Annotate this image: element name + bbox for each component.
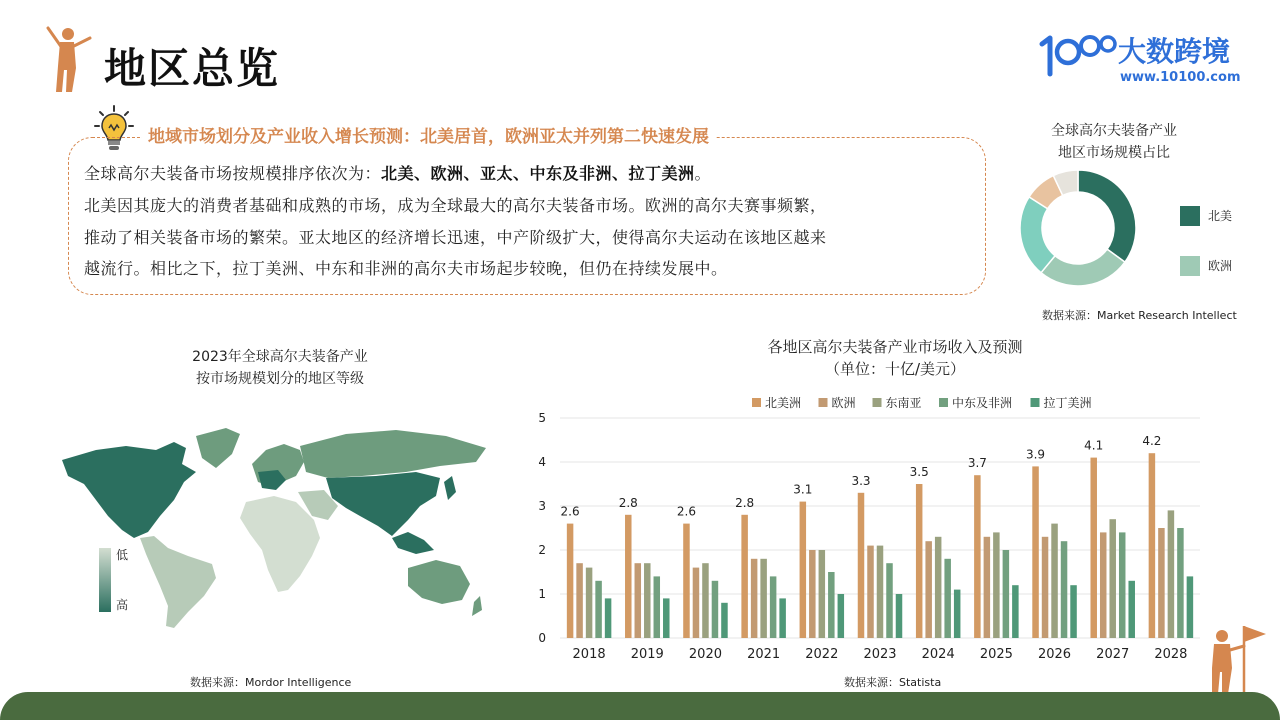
legend-swatch-1 bbox=[819, 398, 828, 407]
map-title: 2023年全球高尔夫装备产业 按市场规模划分的地区等级 bbox=[192, 349, 368, 387]
bar-2026-0 bbox=[1032, 466, 1039, 638]
bar-2024-1 bbox=[925, 541, 932, 638]
data-label: 2.6 bbox=[560, 504, 580, 519]
data-label: 4.1 bbox=[1084, 438, 1104, 453]
y-tick-label: 1 bbox=[538, 587, 546, 601]
y-tick-label: 0 bbox=[538, 631, 546, 645]
region-south-america bbox=[140, 536, 216, 628]
y-tick-label: 3 bbox=[538, 499, 546, 513]
map-source: 数据来源：Mordor Intelligence bbox=[190, 676, 352, 689]
donut-title: 全球高尔夫装备产业 地区市场规模占比 bbox=[1051, 123, 1177, 161]
bar-2021-1 bbox=[751, 559, 758, 638]
logo-url: www.10100.com bbox=[1120, 70, 1241, 85]
golfer-flag-icon bbox=[1200, 622, 1270, 696]
bar-2022-3 bbox=[828, 572, 835, 638]
bar-2023-0 bbox=[858, 493, 865, 638]
region-africa bbox=[240, 496, 320, 592]
bar-2028-1 bbox=[1158, 528, 1165, 638]
legend-label-4: 拉丁美洲 bbox=[1043, 396, 1092, 410]
donut-slice-2 bbox=[1020, 197, 1055, 273]
legend-label-1: 欧洲 bbox=[831, 396, 856, 410]
bar-2023-1 bbox=[867, 546, 874, 638]
region-asia bbox=[326, 472, 440, 536]
legend-label-north-america: 北美 bbox=[1208, 209, 1233, 223]
bar-2027-1 bbox=[1100, 532, 1107, 638]
bar-2027-4 bbox=[1128, 581, 1135, 638]
x-tick-label: 2028 bbox=[1154, 647, 1188, 662]
bar-2027-2 bbox=[1109, 519, 1116, 638]
y-tick-label: 4 bbox=[538, 455, 546, 469]
intro-line-2: 北美因其庞大的消费者基础和成熟的市场，成为全球最大的高尔夫装备市场。欧洲的高尔夫赛事频繁， bbox=[84, 196, 827, 215]
bar-2025-4 bbox=[1012, 585, 1019, 638]
bar-2019-0 bbox=[625, 515, 632, 638]
x-tick-label: 2025 bbox=[979, 647, 1013, 662]
legend-label-2: 东南亚 bbox=[885, 396, 922, 410]
bar-2023-2 bbox=[877, 546, 884, 638]
bar-2027-3 bbox=[1119, 532, 1126, 638]
legend-label-3: 中东及非洲 bbox=[952, 396, 1013, 410]
bar-2023-3 bbox=[886, 563, 893, 638]
x-tick-label: 2023 bbox=[863, 647, 897, 662]
legend-label-0: 北美洲 bbox=[765, 396, 802, 410]
bar-2018-1 bbox=[576, 563, 583, 638]
bar-2022-4 bbox=[838, 594, 845, 638]
legend-swatch-2 bbox=[873, 398, 882, 407]
bar-chart-source: 数据来源：Statista bbox=[844, 676, 942, 689]
footer-bar bbox=[0, 692, 1280, 720]
intro-line-1: 全球高尔夫装备市场按规模排序依次为：北美、欧洲、亚太、中东及非洲、拉丁美洲。 bbox=[84, 164, 712, 183]
bar-2025-3 bbox=[1003, 550, 1010, 638]
region-north-asia bbox=[300, 430, 486, 478]
legend-swatch-north-america bbox=[1180, 206, 1200, 226]
bar-2018-2 bbox=[586, 568, 593, 638]
x-tick-label: 2022 bbox=[805, 647, 839, 662]
bar-2024-4 bbox=[954, 590, 961, 638]
bar-2026-3 bbox=[1061, 541, 1068, 638]
bar-2022-2 bbox=[819, 550, 826, 638]
bar-2020-3 bbox=[712, 581, 719, 638]
bar-2020-0 bbox=[683, 524, 690, 638]
bar-2021-4 bbox=[779, 598, 786, 638]
x-tick-label: 2018 bbox=[572, 647, 606, 662]
bar-2021-3 bbox=[770, 576, 777, 638]
bar-2026-2 bbox=[1051, 524, 1058, 638]
x-tick-label: 2019 bbox=[630, 647, 664, 662]
bar-2026-1 bbox=[1042, 537, 1049, 638]
x-tick-label: 2026 bbox=[1037, 647, 1072, 662]
logo-text: 大数跨境 bbox=[1118, 35, 1231, 68]
bar-2020-1 bbox=[693, 568, 700, 638]
bar-2025-2 bbox=[993, 532, 1000, 638]
bar-2022-1 bbox=[809, 550, 816, 638]
legend-swatch-0 bbox=[752, 398, 761, 407]
bar-2018-0 bbox=[567, 524, 574, 638]
legend-swatch-europe bbox=[1180, 256, 1200, 276]
intro-line-4: 越流行。相比之下，拉丁美洲、中东和非洲的高尔夫市场起步较晚，但仍在持续发展中。 bbox=[84, 259, 728, 278]
legend-label-europe: 欧洲 bbox=[1208, 259, 1233, 273]
x-tick-label: 2024 bbox=[921, 647, 955, 662]
brand-logo-icon bbox=[1038, 30, 1118, 80]
bar-2028-3 bbox=[1177, 528, 1184, 638]
bar-2021-0 bbox=[741, 515, 748, 638]
bar-2027-0 bbox=[1090, 458, 1097, 638]
data-label: 3.7 bbox=[967, 456, 987, 471]
donut-chart bbox=[1014, 158, 1164, 298]
bar-2022-0 bbox=[800, 502, 807, 638]
bar-2019-1 bbox=[635, 563, 642, 638]
map-legend-low: 低 bbox=[116, 548, 129, 562]
bar-2018-3 bbox=[595, 581, 602, 638]
donut-source: 数据来源：Market Research Intellect bbox=[1042, 309, 1237, 322]
map-legend-high: 高 bbox=[116, 598, 129, 612]
bar-chart-title: 各地区高尔夫装备产业市场收入及预测 （单位：十亿/美元） bbox=[767, 338, 1023, 378]
bar-2026-4 bbox=[1070, 585, 1077, 638]
bar-2023-4 bbox=[896, 594, 903, 638]
data-label: 2.8 bbox=[735, 495, 755, 510]
x-tick-label: 2021 bbox=[747, 647, 781, 662]
region-southeast-asia bbox=[392, 532, 434, 554]
bar-2020-2 bbox=[702, 563, 709, 638]
bar-2025-0 bbox=[974, 475, 981, 638]
bar-2024-0 bbox=[916, 484, 923, 638]
bar-2021-2 bbox=[760, 559, 767, 638]
page-title: 地区总览 bbox=[104, 44, 281, 93]
bar-2028-0 bbox=[1149, 453, 1156, 638]
bar-2025-1 bbox=[984, 537, 991, 638]
y-tick-label: 2 bbox=[538, 543, 546, 557]
bar-chart bbox=[520, 390, 1210, 670]
data-label: 4.2 bbox=[1142, 434, 1162, 449]
region-greenland bbox=[196, 428, 240, 468]
region-new-zealand bbox=[472, 596, 482, 616]
data-label: 3.1 bbox=[793, 482, 813, 497]
bar-2019-3 bbox=[654, 576, 661, 638]
ranking-highlight: 北美、欧洲、亚太、中东及非洲、拉丁美洲 bbox=[381, 164, 695, 183]
bar-2018-4 bbox=[605, 598, 612, 638]
bar-2019-4 bbox=[663, 598, 670, 638]
x-tick-label: 2027 bbox=[1096, 647, 1130, 662]
region-australia bbox=[408, 560, 470, 604]
region-japan bbox=[444, 476, 456, 500]
data-label: 2.8 bbox=[618, 495, 638, 510]
legend-swatch-4 bbox=[1031, 398, 1040, 407]
bar-2028-4 bbox=[1187, 576, 1194, 638]
region-north-america bbox=[62, 442, 196, 538]
bar-2028-2 bbox=[1168, 510, 1175, 638]
map-legend-gradient bbox=[99, 548, 111, 612]
y-tick-label: 5 bbox=[538, 411, 546, 425]
golfer-icon bbox=[40, 22, 100, 96]
data-label: 3.3 bbox=[851, 473, 871, 488]
bar-2024-3 bbox=[944, 559, 951, 638]
data-label: 2.6 bbox=[676, 504, 697, 519]
bar-2024-2 bbox=[935, 537, 942, 638]
bar-2019-2 bbox=[644, 563, 651, 638]
bar-2020-4 bbox=[721, 603, 728, 638]
legend-swatch-3 bbox=[939, 398, 948, 407]
intro-line-3: 推动了相关装备市场的繁荣。亚太地区的经济增长迅速，中产阶级扩大，使得高尔夫运动在该地区越来 bbox=[84, 228, 827, 247]
x-tick-label: 2020 bbox=[688, 647, 723, 662]
intro-subheading: 地域市场划分及产业收入增长预测：北美居首，欧洲亚太并列第二快速发展 bbox=[142, 122, 715, 147]
data-label: 3.9 bbox=[1025, 447, 1046, 462]
data-label: 3.5 bbox=[909, 465, 929, 479]
